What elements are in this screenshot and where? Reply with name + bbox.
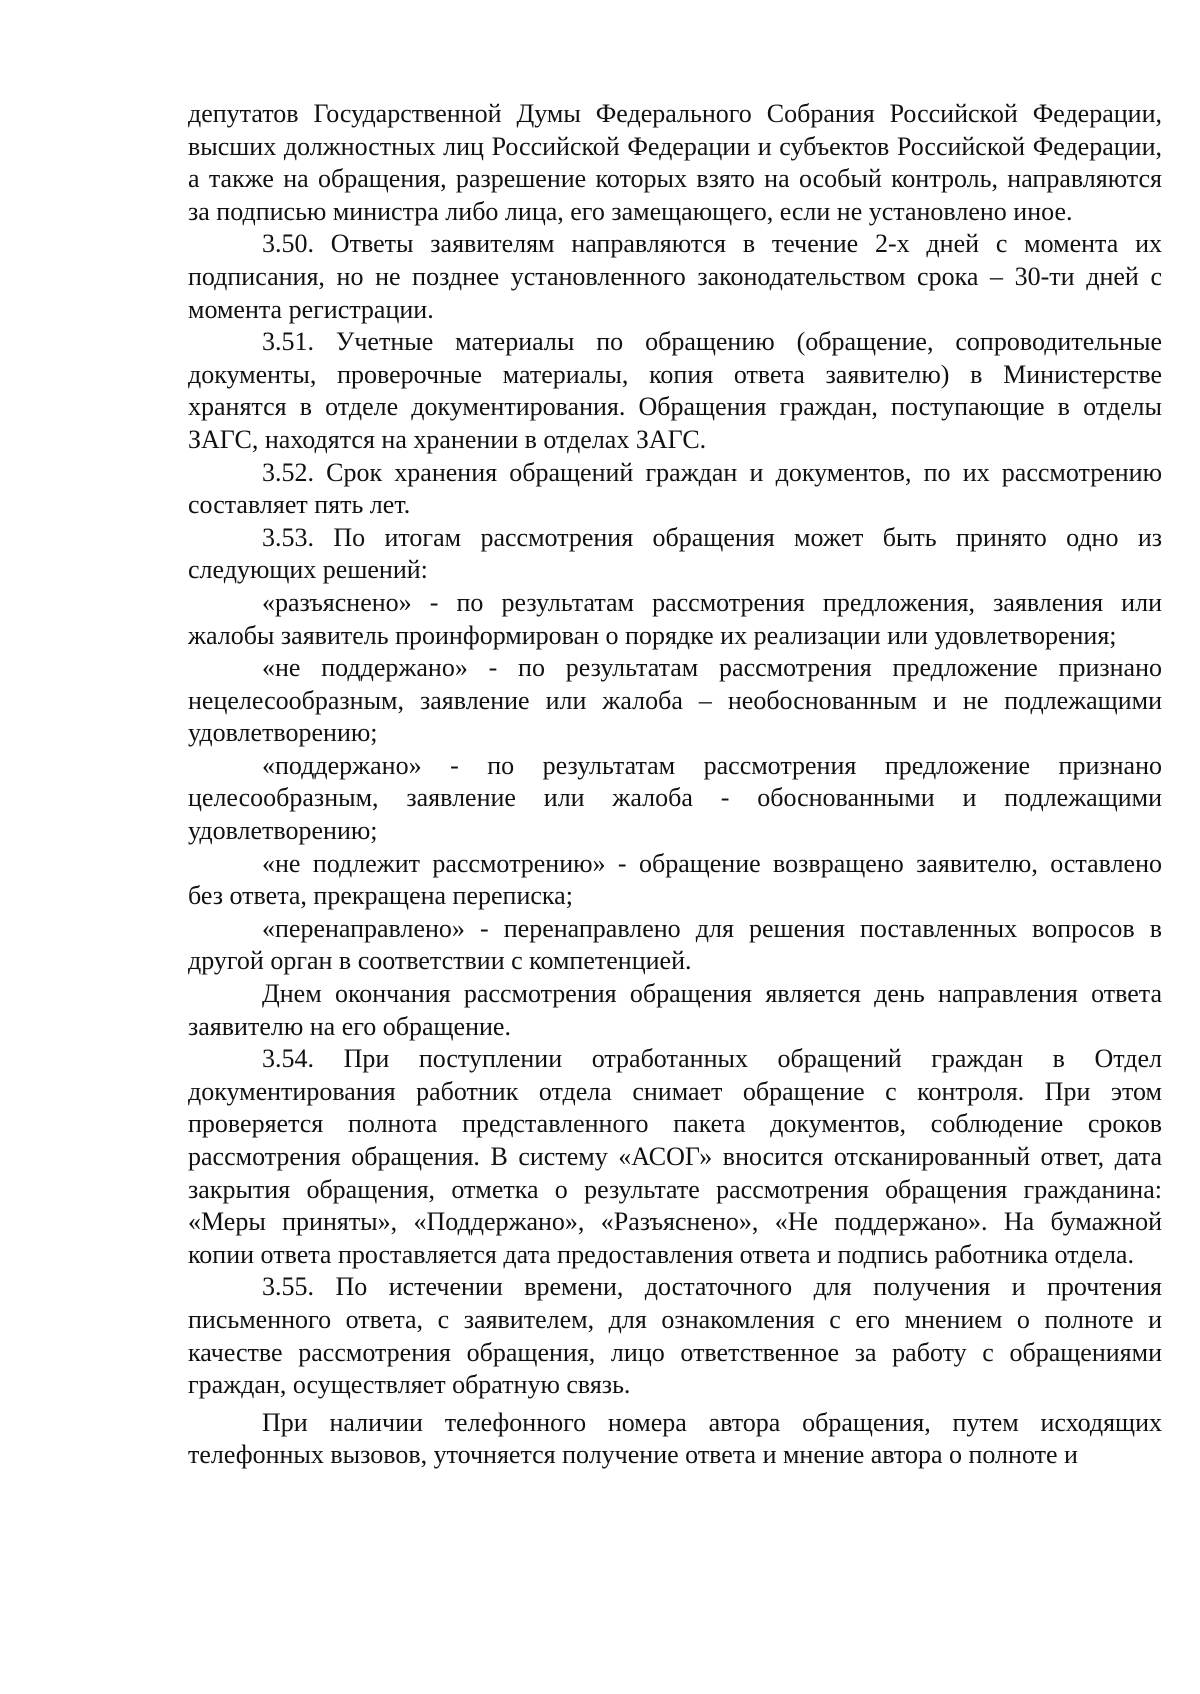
decision-explained: «разъяснено» - по результатам рассмотрения предложения, заявления или жалобы заявитель проинформирован о порядке их реализации или удовлетворения; [188, 587, 1162, 650]
paragraph-phone-feedback: При наличии телефонного номера автора обращения, путем исходящих телефонных вызовов, уточняется получение ответа и мнение автора о полноте и [188, 1407, 1162, 1470]
paragraph-3-50: 3.50. Ответы заявителям направляются в течение 2-х дней с момента их подписания, но не позднее установленного законодательством срока – 30-ти дней с момента регистрации. [188, 229, 1162, 324]
decision-not-subject: «не подлежит рассмотрению» - обращение возвращено заявителю, оставлено без ответа, прекращена переписка; [188, 848, 1162, 911]
paragraph-3-53: 3.53. По итогам рассмотрения обращения может быть принято одно из следующих решений: [188, 522, 1162, 585]
decision-supported: «поддержано» - по результатам рассмотрения предложение признано целесообразным, заявление или жалоба - обоснованными и подлежащими удовлетворению; [188, 750, 1162, 846]
paragraph-3-55: 3.55. По истечении времени, достаточного для получения и прочтения письменного ответа, с заявителем, для ознакомления с его мнением о полноте и качестве рассмотрения обращения, лицо ответственное за работу с обращениями граждан, осуществляет обратную связь. [188, 1272, 1162, 1400]
paragraph-continuation: депутатов Государственной Думы Федерального Собрания Российской Федерации, высших должностных лиц Российской Федерации и субъектов Российской Федерации, а также на обращения, разрешение которых взято на особый контроль, направляются за подписью министра либо лица, его замещающего, если не установлено иное. [188, 99, 1162, 226]
paragraph-end-date: Днем окончания рассмотрения обращения является день направления ответа заявителю на его обращение. [188, 979, 1162, 1041]
decision-not-supported: «не поддержано» - по результатам рассмотрения предложение признано нецелесообразным, заявление или жалоба – необоснованным и не подлежащими удовлетворению; [188, 653, 1162, 748]
paragraph-3-54: 3.54. При поступлении отработанных обращений граждан в Отдел документирования работник отдела снимает обращение с контроля. При этом проверяется полнота представленного пакета документов, соблюдение сроков рассмотрения обращения. В систему «АСОГ» вносится отсканированный ответ, дата закрытия обращения, отметка о результате рассмотрения обращения гражданина: «Меры приняты», «Поддержано», «Разъяснено», «Не поддержано». На бумажной копии ответа проставляется дата предоставления ответа и подпись работника отдела. [188, 1044, 1162, 1269]
paragraph-3-51: 3.51. Учетные материалы по обращению (обращение, сопроводительные документы, проверочные материалы, копия ответа заявителю) в Министерстве хранятся в отделе документирования. Обращения граждан, поступающие в отделы ЗАГС, находятся на хранении в отделах ЗАГС. [188, 327, 1162, 454]
document-page [188, 98, 1162, 1472]
paragraph-3-52: 3.52. Срок хранения обращений граждан и документов, по их рассмотрению составляет пять лет. [188, 457, 1162, 520]
decision-redirected: «перенаправлено» - перенаправлено для решения поставленных вопросов в другой орган в соответствии с компетенцией. [188, 913, 1162, 976]
